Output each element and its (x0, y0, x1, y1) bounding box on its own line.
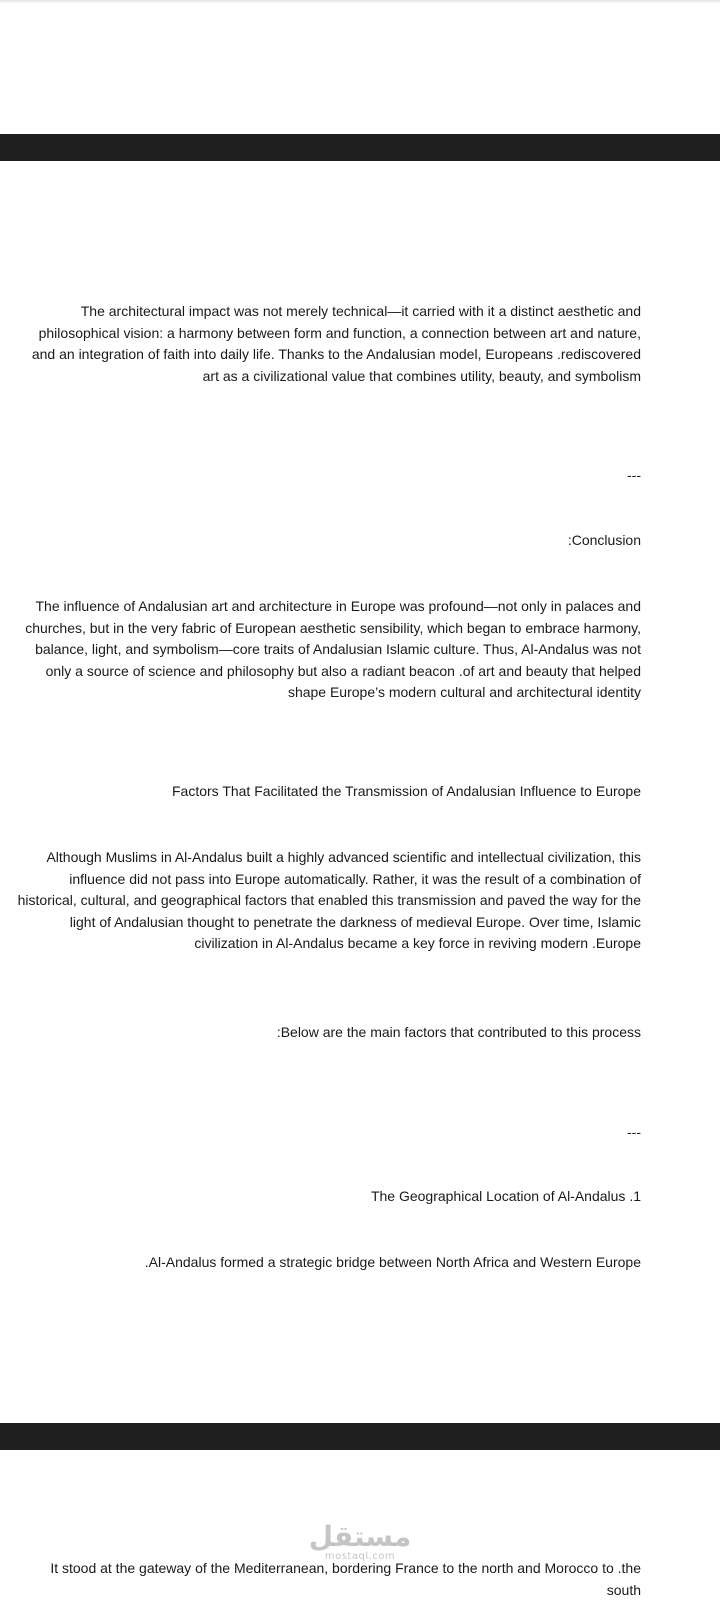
factors-list-intro: :Below are the main factors that contributed to this process (276, 1024, 641, 1040)
paragraph-conclusion: The influence of Andalusian art and architecture in Europe was profound—not only in palaces and churches, but in the very fabric of European aesthetic sensibility, which began to embrace harmony, balance, light, and symbolism—core traits of Andalusian Islamic culture. Thus, Al-Andalus was not only a source of science and philosophy but also a radiant beacon .of art and beauty that helped shape Europe’s modern cultural and architectural identity (25, 598, 641, 701)
watermark-url: mostaql.com (324, 1551, 396, 1562)
factor-1-heading: The Geographical Location of Al-Andalus .1 (370, 1188, 641, 1204)
conclusion-heading: :Conclusion (567, 532, 641, 548)
paragraph-factors-intro: Although Muslims in Al-Andalus built a highly advanced scientific and intellectual civilization, this influence did not pass into Europe automatically. Rather, it was the result of a combination of historical, cultural, and geographical factors that enabled this transmission and paved the way for the light of Andalusian thought to penetrate the darkness of medieval Europe. Over time, Islamic civilization in Al-Andalus became a key force in reviving modern .Europe (17, 849, 641, 952)
separator-dashes: --- (627, 1124, 641, 1140)
factor-1-text: .Al-Andalus formed a strategic bridge between North Africa and Western Europe (144, 1254, 641, 1270)
paragraph-gateway: It stood at the gateway of the Mediterranean, bordering France to the north and Morocco to .the south (50, 1560, 641, 1598)
top-edge (0, 0, 720, 4)
page-separator (0, 1423, 720, 1450)
page-separator (0, 134, 720, 161)
separator-dashes: --- (627, 467, 641, 483)
paragraph-architectural-impact: The architectural impact was not merely technical—it carried with it a distinct aesthetic and philosophical vision: a harmony between form and function, a connection between art and nature, and an integration of faith into daily life. Thanks to the Andalusian model, Europeans .rediscovered art as a civilizational value that combines utility, beauty, and symbolism (31, 303, 641, 384)
factors-heading: Factors That Facilitated the Transmission of Andalusian Influence to Europe (172, 783, 641, 799)
watermark-logo (295, 1522, 425, 1562)
watermark-logo-text: مستقل (308, 1520, 412, 1553)
